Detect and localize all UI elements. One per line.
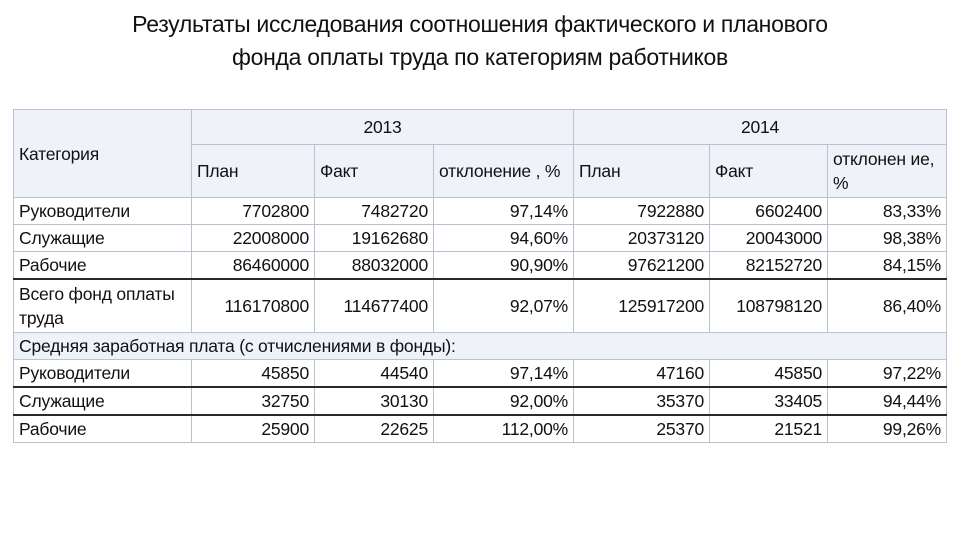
- fact-2014-cell: 21521: [710, 415, 828, 443]
- deviation-2013-cell: 97,14%: [434, 198, 574, 225]
- fact-2013-cell: 30130: [315, 387, 434, 415]
- fact-2013-header: Факт: [315, 145, 434, 198]
- row-category: Служащие: [14, 387, 192, 415]
- plan-2013-cell: 116170800: [192, 279, 315, 333]
- fact-2013-cell: 88032000: [315, 252, 434, 280]
- page-title: [0, 8, 960, 74]
- fact-2014-cell: 6602400: [710, 198, 828, 225]
- plan-2014-cell: 35370: [574, 387, 710, 415]
- plan-2014-cell: 20373120: [574, 225, 710, 252]
- year-2013-header: 2013: [192, 110, 574, 145]
- plan-2013-cell: 22008000: [192, 225, 315, 252]
- plan-2013-cell: 45850: [192, 360, 315, 388]
- deviation-2013-cell: 97,14%: [434, 360, 574, 388]
- plan-2014-cell: 25370: [574, 415, 710, 443]
- fact-2014-cell: 20043000: [710, 225, 828, 252]
- deviation-2013-cell: 90,90%: [434, 252, 574, 280]
- deviation-2013-cell: 94,60%: [434, 225, 574, 252]
- deviation-2014-cell: 84,15%: [828, 252, 947, 280]
- row-category: Руководители: [14, 198, 192, 225]
- plan-2014-cell: 7922880: [574, 198, 710, 225]
- fact-2014-cell: 33405: [710, 387, 828, 415]
- plan-2013-cell: 32750: [192, 387, 315, 415]
- fact-2014-cell: 45850: [710, 360, 828, 388]
- fact-2014-cell: 82152720: [710, 252, 828, 280]
- row-category: Всего фонд оплаты труда: [14, 279, 192, 333]
- plan-2013-cell: 25900: [192, 415, 315, 443]
- table-row: [14, 198, 947, 225]
- section-label: Средняя заработная плата (с отчислениями в фонды):: [14, 333, 947, 360]
- fact-2014-header: Факт: [710, 145, 828, 198]
- table-row-total: [14, 279, 947, 333]
- plan-2013-cell: 7702800: [192, 198, 315, 225]
- table-row: [14, 360, 947, 388]
- row-category: Рабочие: [14, 415, 192, 443]
- fact-2013-cell: 19162680: [315, 225, 434, 252]
- row-category: Рабочие: [14, 252, 192, 280]
- deviation-2013-cell: 92,00%: [434, 387, 574, 415]
- deviation-2014-cell: 83,33%: [828, 198, 947, 225]
- plan-2014-cell: 47160: [574, 360, 710, 388]
- plan-2013-header: План: [192, 145, 315, 198]
- table-row: [14, 415, 947, 443]
- table-row: [14, 387, 947, 415]
- fact-2014-cell: 108798120: [710, 279, 828, 333]
- deviation-2014-cell: 97,22%: [828, 360, 947, 388]
- category-header: Категория: [14, 110, 192, 198]
- plan-2013-cell: 86460000: [192, 252, 315, 280]
- fact-2013-cell: 44540: [315, 360, 434, 388]
- plan-2014-cell: 97621200: [574, 252, 710, 280]
- row-category: Служащие: [14, 225, 192, 252]
- table-row: [14, 252, 947, 280]
- deviation-2013-header: отклонение , %: [434, 145, 574, 198]
- deviation-2014-cell: 86,40%: [828, 279, 947, 333]
- deviation-2014-cell: 94,44%: [828, 387, 947, 415]
- table-row: [14, 225, 947, 252]
- title-line-2: фонда оплаты труда по категориям работников: [232, 44, 728, 70]
- year-2014-header: 2014: [574, 110, 947, 145]
- header-row-years: [14, 110, 947, 145]
- fact-2013-cell: 114677400: [315, 279, 434, 333]
- row-category: Руководители: [14, 360, 192, 388]
- deviation-2014-header: отклонен ие, %: [828, 145, 947, 198]
- plan-2014-cell: 125917200: [574, 279, 710, 333]
- deviation-2014-cell: 98,38%: [828, 225, 947, 252]
- plan-2014-header: План: [574, 145, 710, 198]
- section-row: [14, 333, 947, 360]
- deviation-2013-cell: 92,07%: [434, 279, 574, 333]
- title-line-1: Результаты исследования соотношения фактического и планового: [132, 11, 828, 37]
- payroll-table: [13, 109, 947, 443]
- fact-2013-cell: 22625: [315, 415, 434, 443]
- fact-2013-cell: 7482720: [315, 198, 434, 225]
- deviation-2014-cell: 99,26%: [828, 415, 947, 443]
- deviation-2013-cell: 112,00%: [434, 415, 574, 443]
